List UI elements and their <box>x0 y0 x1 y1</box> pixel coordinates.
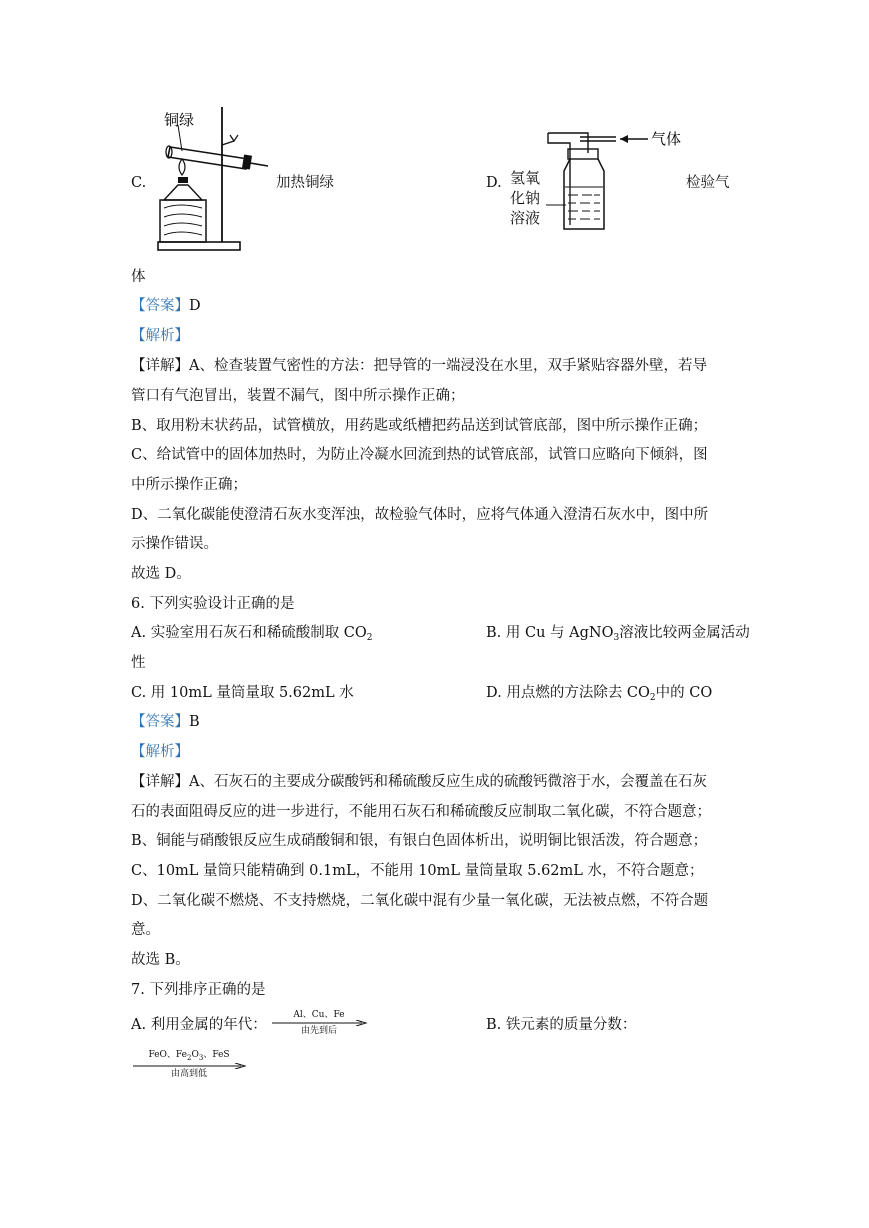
q6-option-b <box>486 623 750 648</box>
q7-b-top-sub2: 3 <box>198 1054 204 1062</box>
figc-label-top: 铜绿 <box>164 111 195 129</box>
q6-detail-line-2: B、铜能与硝酸银反应生成硝酸铜和银，有银白色固体析出，说明铜比银活泼，符合题意； <box>131 833 708 849</box>
detail-tag: 【详解】 <box>131 774 189 790</box>
q6-option-b-cont: 性 <box>131 655 146 671</box>
q7-stem: 7. 下列排序正确的是 <box>131 982 266 998</box>
q5-detail-line-1: 管口有气泡冒出，装置不漏气，图中所示操作正确； <box>131 388 465 404</box>
q5-detail-line-3: C、给试管中的固体加热时，为防止冷凝水回流到热的试管底部，试管口应略向下倾斜，图 <box>131 447 708 463</box>
heating-apparatus-figure <box>150 105 275 255</box>
q6-detail-line-1: 石的表面阻碍反应的进一步进行，不能用石灰石和稀硫酸反应制取二氧化碳，不符合题意； <box>131 804 711 820</box>
q6-analysis-tag: 【解析】 <box>131 744 189 760</box>
q6-option-d-sub: 2 <box>649 693 656 703</box>
figd-label-l2: 化钠 <box>510 189 541 207</box>
q7-option-a-arrow-bot: 由先到后 <box>300 1026 337 1036</box>
q5-detail-line-4: 中所示操作正确； <box>131 477 247 493</box>
q6-text: A、石灰石的主要成分碳酸钙和稀硫酸反应生成的硫酸钙微溶于水，会覆盖在石灰 <box>189 774 707 790</box>
q7-option-b-arrow-bot: 由高到低 <box>170 1069 207 1079</box>
q6-detail-line-6: 故选 B。 <box>131 952 190 968</box>
figc-caption: 加热铜绿 <box>276 175 334 191</box>
q5-analysis-tag: 【解析】 <box>131 328 189 344</box>
q5-detail-line-2: B、取用粉末状药品，试管横放，用药匙或纸槽把药品送到试管底部，图中所示操作正确； <box>131 418 708 434</box>
q7-option-b-arrow <box>131 1050 247 1079</box>
q7-option-b-arrow-top <box>131 1050 247 1063</box>
q5-answer-value: D <box>189 298 201 314</box>
figd-label-l1: 氢氧 <box>510 169 541 187</box>
figd-naoh-label <box>510 168 550 228</box>
q5-detail-line-6: 示操作错误。 <box>131 536 218 552</box>
q5-detail-line-5: D、二氧化碳能使澄清石灰水变浑浊，故检验气体时，应将气体通入澄清石灰水中，图中所 <box>131 507 709 523</box>
q6-option-b-text: B. 用 Cu 与 AgNO <box>486 625 614 641</box>
q6-option-d-post: 中的 CO <box>655 685 713 701</box>
q6-option-a <box>131 623 373 648</box>
q7-b-top-post: 、FeS <box>203 1050 230 1060</box>
q6-stem: 6. 下列实验设计正确的是 <box>131 596 295 612</box>
q7-option-b: B. 铁元素的质量分数： <box>486 1017 637 1033</box>
q6-option-a-text: A. 实验室用石灰石和稀硫酸制取 CO <box>131 625 367 641</box>
q5-detail-line-7: 故选 D。 <box>131 566 191 582</box>
q6-option-b-post: 溶液比较两金属活动 <box>619 625 750 641</box>
q6-option-d <box>486 683 712 708</box>
answer-tag: 【答案】 <box>131 714 189 730</box>
figd-option: D. <box>486 175 502 191</box>
q5-answer <box>131 296 201 316</box>
q6-option-d-text: D. 用点燃的方法除去 CO <box>486 685 650 701</box>
q5-text: A、检查装置气密性的方法：把导管的一端浸没在水里，双手紧贴容器外壁，若导 <box>189 358 707 374</box>
q6-detail-line-3: C、10mL 量筒只能精确到 0.1mL，不能用 10mL 量筒量取 5.62mL 水，不符合题意； <box>131 863 704 879</box>
q6-detail-line-4: D、二氧化碳不燃烧、不支持燃烧，二氧化碳中混有少量一氧化碳，无法被点燃，不符合题 <box>131 893 709 909</box>
q7-option-a: A. 利用金属的年代： <box>131 1017 267 1033</box>
q6-option-a-sub: 2 <box>366 633 373 643</box>
q7-b-top-mid: O <box>191 1050 199 1060</box>
q6-option-b-sub: 3 <box>613 633 620 643</box>
q6-option-c: C. 用 10mL 量筒量取 5.62mL 水 <box>131 685 354 701</box>
q7-option-a-arrow <box>270 1010 368 1036</box>
figd-caption: 检验气 <box>686 175 730 191</box>
q6-detail-line-5: 意。 <box>131 922 160 938</box>
q7-option-a-arrow-top: Al、Cu、Fe <box>293 1010 345 1020</box>
figd-label-l3: 溶液 <box>510 209 541 227</box>
q6-answer-value: B <box>189 714 200 730</box>
figd-caption-cont: 体 <box>131 269 146 285</box>
q7-b-top-1: FeO、Fe <box>148 1050 187 1060</box>
figc-option: C. <box>131 175 147 191</box>
detail-tag: 【详解】 <box>131 358 189 374</box>
q6-detail-line-0 <box>131 772 707 792</box>
figd-label-gas: 气体 <box>651 130 682 148</box>
answer-tag: 【答案】 <box>131 298 189 314</box>
q6-answer <box>131 712 200 732</box>
q5-detail-line-0 <box>131 356 707 376</box>
q7-b-top-sub1: 2 <box>186 1054 192 1062</box>
